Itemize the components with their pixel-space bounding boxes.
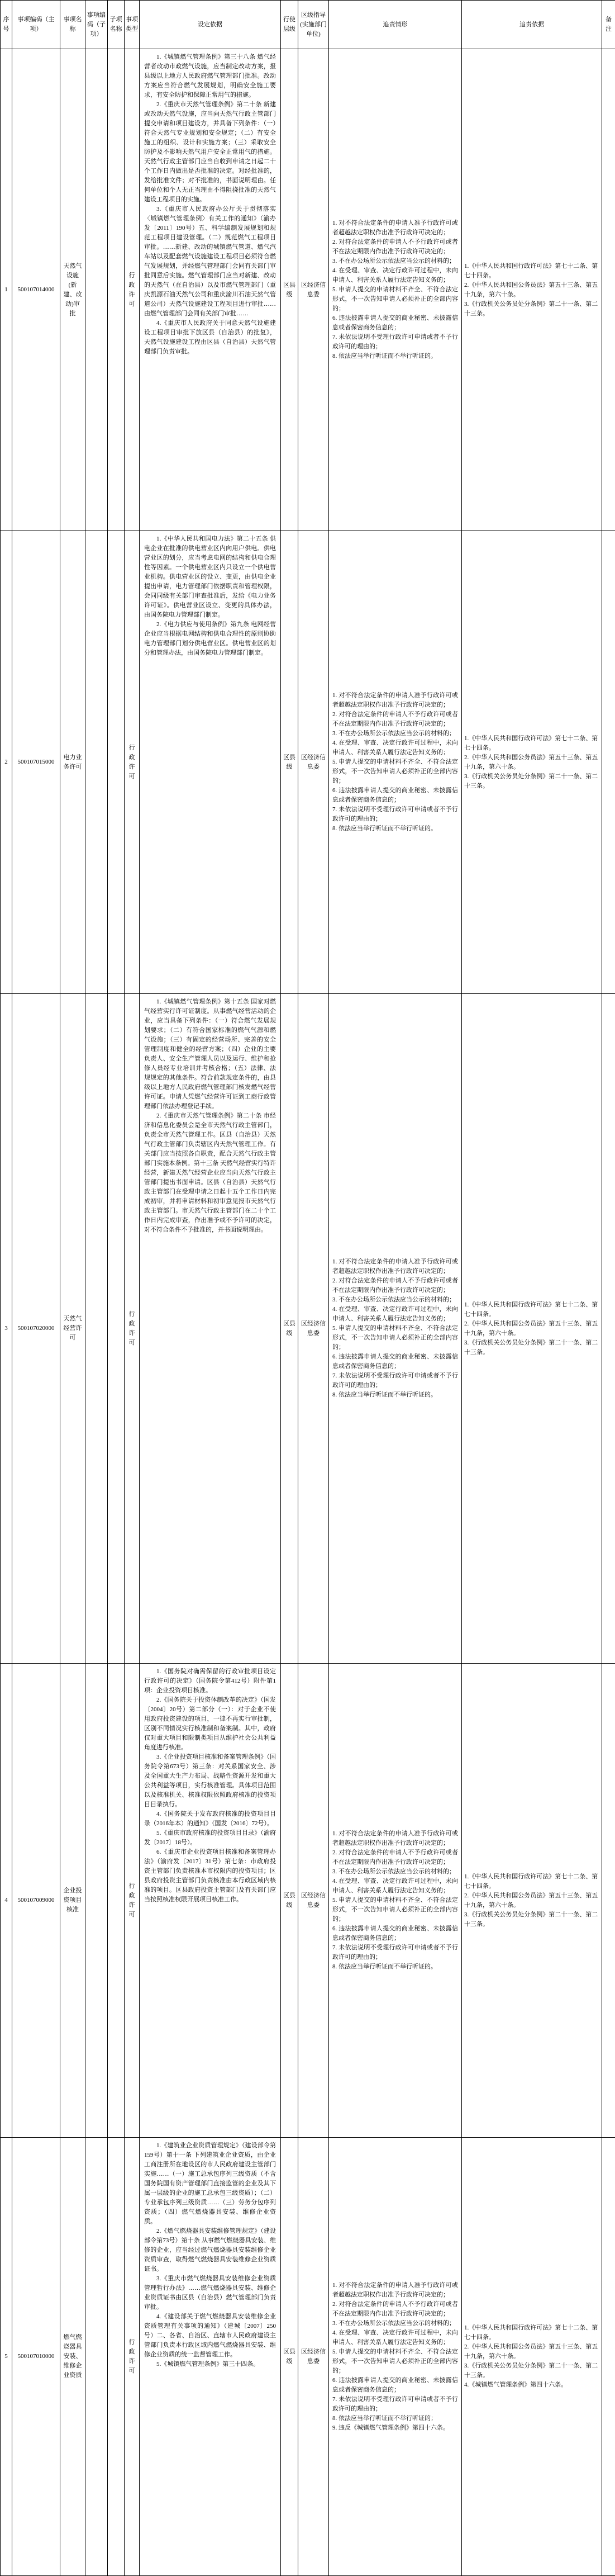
- cell-circumstances-paragraph: 3. 不在办公场所公示依法应当公示的材料的；: [332, 729, 458, 738]
- header-code: 事项编码（主项）: [12, 1, 60, 49]
- cell-name: 天然气设施(新建、改动)审批: [60, 49, 85, 531]
- cell-accountability-paragraph: 1.《中华人民共和国行政许可法》第七十二条、第七十四条。: [464, 2323, 599, 2342]
- cell-accountability-paragraph: 2.《中华人民共和国公务员法》第五十三条、第五十九条，第六十条。: [464, 281, 599, 300]
- cell-level: 区县级: [281, 994, 298, 1664]
- cell-circumstances-paragraph: 6. 违法披露申请人提交的商业秘密、未披露信息或者保密商务信息的；: [332, 1924, 458, 1943]
- cell-circumstances-paragraph: 7. 未依法说明不受理行政许可申请或者不予行政许可的理由的；: [332, 1943, 458, 1962]
- cell-remark: [602, 994, 615, 1664]
- cell-accountability-paragraph: 3.《行政机关公务员处分条例》第二十一条、第二十三条。: [464, 300, 599, 319]
- cell-circumstances-paragraph: 4. 在受理、审查、决定行政许可过程中，未向申请人、利害关系人履行法定告知义务的；: [332, 738, 458, 757]
- cell-code: 500107010000: [12, 2138, 60, 2576]
- cell-sub-code: [85, 1664, 108, 2138]
- cell-basis-paragraph: 2.《重庆市天然气管理条例》第二十条 市经济和信息化委员会是全市天然气行政主管部门，负责全市天然气管理工作。区县（自治县）天然气行政主管部门负责辖区内天然气管理工作。有关部门应当按照各自职责，配合天然气行政主管部门实施本条例。第十三条 天然气经营实行特许经营，新建天然气经营企业应当向天然气行政主管部门提出书面申请。区县（自治县）天然气行政主管部门在受理申请之日起十五个工作日内完成初审，并将申请材料和初审意见报市天然气行政主管部门。市天然气行政主管部门在二十个工作日内完成审查，作出准予或不予许可的决定，对不符合条件不予批准的，并书面说明理由。: [144, 1111, 276, 1235]
- cell-name: 企业投资项目核准: [60, 1664, 85, 2138]
- cell-circumstances-paragraph: 1. 对不符合法定条件的申请人准予行政许可或者超越法定职权作出准予行政许可决定的；: [332, 1829, 458, 1848]
- cell-sub-name: [108, 994, 125, 1664]
- cell-circumstances-paragraph: 4. 在受理、审查、决定行政许可过程中，未向申请人、利害关系人履行法定告知义务的；: [332, 266, 458, 285]
- cell-accountability-paragraph: 2.《中华人民共和国公务员法》第五十三条、第五十九条，第六十条。: [464, 1891, 599, 1910]
- cell-circumstances-paragraph: 3. 不在办公场所公示依法应当公示的材料的；: [332, 257, 458, 266]
- cell-accountability: [462, 994, 602, 1664]
- cell-name: 天然气经营许可: [60, 994, 85, 1664]
- cell-circumstances-paragraph: 1. 对不符合法定条件的申请人准予行政许可或者超越法定职权作出准予行政许可决定的；: [332, 1257, 458, 1276]
- cell-basis-paragraph: 1.《建筑业企业资质管理规定》（建设部令第159号）第十一条 下列建筑业企业资质，由企业工商注册所在地设区的市人民政府建设主管部门实施……（一）施工总承包序列三级资质（不含国务院国有资产管理部门直接监管的企业及其下属一层级的企业的施工总承包三级资质）；（二）专业承包序列三级资质……（三）劳务分包序列资质；（四）燃气燃烧器具安装、维修企业资质。: [144, 2141, 276, 2227]
- cell-circumstances-paragraph: 2. 对符合法定条件的申请人不予行政许可或者不在法定期限内作出准予行政许可决定的；: [332, 1848, 458, 1867]
- cell-code: 500107009000: [12, 1664, 60, 2138]
- cell-basis-paragraph: 3.《企业投资项目核准和备案管理条例》（国务院令第673号）第三条：对关系国家安全、涉及全国重大生产力布局、战略性资源开发和重大公共利益等项目，实行核准管理。具体项目范围以及核准机关、核准权限依照政府核准的投资项目目录执行。: [144, 1753, 276, 1810]
- cell-basis-paragraph: 4.《重庆市人民政府关于同意天然气设施建设工程项目审批下放区县（自治县）的批复》，天然气设施建设工程由区县（自治县）天然气管理部门负责审批。: [144, 319, 276, 357]
- cell-circumstances-paragraph: 4. 在受理、审查、决定行政许可过程中，未向申请人、利害关系人履行法定告知义务的；: [332, 1877, 458, 1896]
- cell-seq: 1: [1, 49, 12, 531]
- cell-basis-paragraph: 5.《重庆市政府核准的投资项目目录》（渝府发〔2017〕18号）。: [144, 1829, 276, 1848]
- header-dept: 区级指导(实施部门单位): [298, 1, 329, 49]
- cell-circumstances-paragraph: 3. 不在办公场所公示依法应当公示的材料的；: [332, 2319, 458, 2328]
- cell-circumstances-paragraph: 3. 不在办公场所公示依法应当公示的材料的；: [332, 1867, 458, 1877]
- header-level: 行使层级: [281, 1, 298, 49]
- cell-circumstances-paragraph: 2. 对符合法定条件的申请人不予行政许可或者不在法定期限内作出准予行政许可决定的；: [332, 1276, 458, 1295]
- cell-sub-name: [108, 49, 125, 531]
- cell-circumstances-paragraph: 1. 对不符合法定条件的申请人准予行政许可或者超越法定职权作出准予行政许可决定的；: [332, 691, 458, 710]
- header-circumstances: 追责情形: [329, 1, 462, 49]
- cell-circumstances-paragraph: 7. 未依法说明不受理行政许可申请或者不予行政许可的理由的；: [332, 1371, 458, 1390]
- cell-circumstances-paragraph: 6. 违法披露申请人提交的商业秘密、未披露信息或者保密商务信息的；: [332, 1352, 458, 1371]
- cell-accountability-paragraph: 1.《中华人民共和国行政许可法》第七十二条、第七十四条。: [464, 262, 599, 281]
- header-remark: 备注: [602, 1, 615, 49]
- header-row: [1, 1, 615, 49]
- header-basis: 设定依据: [140, 1, 281, 49]
- cell-basis-paragraph: 2.《燃气燃烧器具安装维修管理规定》（建设部令第73号）第十条 从事燃气燃烧器具安装、维修的企业，应当经过燃气燃烧器具安装维修企业资质审查，取得燃气燃烧器具安装维修企业资质证书。: [144, 2227, 276, 2274]
- cell-basis-paragraph: 3.《重庆市人民政府办公厅关于贯彻落实〈城镇燃气管理条例〉有关工作的通知》（渝办发〔2011〕190号）五、科学编制发展规划和规范工程项目建设管理。（二）规范燃气工程项目审批。……新建、改动的城镇燃气管道、燃气汽车站以及配套燃气设施建设工程项目必须符合燃气发展规划，并经燃气管理部门会同有关部门审批同意后实施。燃气管理部门应当对新建、改动的天然气（在自治县）以及市燃气管理部门（重庆凯源石油天然气公司和重庆渝川石油天然气管道公司）天然气设施建设工程项目进行审批……由燃气管理部门会同有关部门审批……: [144, 205, 276, 319]
- cell-accountability-paragraph: 1.《中华人民共和国行政许可法》第七十二条、第七十四条。: [464, 1300, 599, 1319]
- cell-basis: [140, 531, 281, 994]
- cell-remark: [602, 49, 615, 531]
- cell-circumstances-paragraph: 7. 未依法说明不受理行政许可申请或者不予行政许可的理由的；: [332, 2395, 458, 2414]
- cell-circumstances-paragraph: 7. 未依法说明不受理行政许可申请或者不予行政许可的理由的；: [332, 333, 458, 352]
- cell-circumstances-paragraph: 4. 在受理、审查、决定行政许可过程中，未向申请人、利害关系人履行法定告知义务的；: [332, 1305, 458, 1324]
- cell-circumstances: [329, 2138, 462, 2576]
- cell-circumstances-paragraph: 6. 违法披露申请人提交的商业秘密、未披露信息或者保密商务信息的；: [332, 786, 458, 805]
- cell-circumstances: [329, 49, 462, 531]
- cell-type: 行政许可: [125, 531, 140, 994]
- cell-basis-paragraph: 4.《建设部关于燃气燃烧器具安装维修企业资质管理有关事项的通知》（建城〔2007〕250号）二、各省、自治区、直辖市人民政府建设主管部门负责本行政区域内燃气燃烧器具安装、维修企业资质的统一监督管理工作。: [144, 2312, 276, 2360]
- cell-circumstances-paragraph: 8. 依法应当举行听证而不举行听证的。: [332, 824, 458, 834]
- cell-dept: 区经济信息委: [298, 1664, 329, 2138]
- cell-circumstances-paragraph: 3. 不在办公场所公示依法应当公示的材料的；: [332, 1295, 458, 1305]
- cell-circumstances-paragraph: 8. 依法应当举行听证而不举行听证的。: [332, 1390, 458, 1400]
- cell-accountability: [462, 49, 602, 531]
- cell-accountability: [462, 531, 602, 994]
- cell-circumstances-paragraph: 2. 对符合法定条件的申请人不予行政许可或者不在法定期限内作出准予行政许可决定的；: [332, 710, 458, 729]
- cell-accountability-paragraph: 4.《城镇燃气管理条例》第四十六条。: [464, 2380, 599, 2390]
- cell-circumstances-paragraph: 1. 对不符合法定条件的申请人准予行政许可或者超越法定职权作出准予行政许可决定的；: [332, 219, 458, 238]
- table-row: [1, 994, 615, 1664]
- header-accountability: 追责依据: [462, 1, 602, 49]
- cell-name: 电力业务许可: [60, 531, 85, 994]
- cell-level: 区县级: [281, 49, 298, 531]
- cell-sub-name: [108, 2138, 125, 2576]
- cell-accountability: [462, 1664, 602, 2138]
- cell-dept: 区经济信息委: [298, 2138, 329, 2576]
- cell-accountability-paragraph: 3.《行政机关公务员处分条例》第二十一条、第二十三条。: [464, 1338, 599, 1357]
- cell-basis-paragraph: 2.《国务院关于投资体制改革的决定》（国发〔2004〕20号）第二部分（一）：对于企业不使用政府投资建设的项目，一律不再实行审批制，区别不同情况实行核准制和备案制。其中，政府仅对重大项目和限制类项目从维护社会公共利益角度进行核准。: [144, 1696, 276, 1753]
- cell-basis-paragraph: 1.《城镇燃气管理条例》第十五条 国家对燃气经营实行许可证制度。从事燃气经营活动的企业，应当具备下列条件：（一）符合燃气发展规划要求；（二）有符合国家标准的燃气气源和燃气设施；（三）有固定的经营场所、完善的安全管理制度和健全的经营方案；（四）企业的主要负责人、安全生产管理人员以及运行、维护和抢修人员经专业培训并考核合格；（五）法律、法规规定的其他条件。符合前款规定条件的，由县级以上地方人民政府燃气管理部门核发燃气经营许可证。申请人凭燃气经营许可证到工商行政管理部门依法办理登记手续。: [144, 997, 276, 1111]
- cell-circumstances-paragraph: 8. 依法应当举行听证而不举行听证的；: [332, 2414, 458, 2423]
- cell-seq: 2: [1, 531, 12, 994]
- cell-sub-code: [85, 994, 108, 1664]
- cell-basis: [140, 2138, 281, 2576]
- cell-circumstances-paragraph: 5. 申请人提交的申请材料不齐全、不符合法定形式，不一次告知申请人必须补正的全部内容的；: [332, 2347, 458, 2376]
- cell-remark: [602, 1664, 615, 2138]
- cell-basis: [140, 1664, 281, 2138]
- header-name: 事项名称: [60, 1, 85, 49]
- cell-accountability-paragraph: 2.《中华人民共和国公务员法》第五十三条、第五十九条，第六十条。: [464, 753, 599, 772]
- table-row: [1, 49, 615, 531]
- cell-basis-paragraph: 1.《国务院对确需保留的行政审批项目设定行政许可的决定》（国务院令第412号）附件第1项：企业投资项目核准。: [144, 1667, 276, 1696]
- cell-level: 区县级: [281, 2138, 298, 2576]
- cell-basis-paragraph: 6.《重庆市企业投资项目核准和备案管理办法》（渝府发〔2017〕31号）第七条：市政府投资主管部门负责核准本市权限内的投资项目；区县政府投资主管部门负责核准由本行政区域内核准的项目。区县政府投资主管部门及有关部门应当按照核准权限开展项目核准工作。: [144, 1848, 276, 1905]
- cell-seq: 3: [1, 994, 12, 1664]
- cell-accountability-paragraph: 1.《中华人民共和国行政许可法》第七十二条、第七十四条。: [464, 734, 599, 753]
- cell-dept: 区经济信息委: [298, 49, 329, 531]
- cell-dept: 区经济信息委: [298, 531, 329, 994]
- cell-code: 500107014000: [12, 49, 60, 531]
- header-sub-name: 子项名称: [108, 1, 125, 49]
- cell-circumstances-paragraph: 7. 未依法说明不受理行政许可申请或者不予行政许可的理由的；: [332, 805, 458, 824]
- cell-seq: 5: [1, 2138, 12, 2576]
- cell-basis-paragraph: 5.《城镇燃气管理条例》第三十四条。: [144, 2360, 276, 2369]
- cell-code: 500107015000: [12, 531, 60, 994]
- cell-remark: [602, 531, 615, 994]
- cell-accountability-paragraph: 2.《中华人民共和国公务员法》第五十三条、第五十九条，第六十条。: [464, 1319, 599, 1338]
- cell-sub-code: [85, 2138, 108, 2576]
- cell-level: 区县级: [281, 1664, 298, 2138]
- cell-circumstances-paragraph: 5. 申请人提交的申请材料不齐全、不符合法定形式，不一次告知申请人必须补正的全部内容的；: [332, 1896, 458, 1924]
- cell-circumstances-paragraph: 4. 在受理、审查、决定行政许可过程中，未向申请人、利害关系人履行法定告知义务的；: [332, 2328, 458, 2347]
- cell-basis-paragraph: 1.《城镇燃气管理条例》第三十八条 燃气经营者改动市政燃气设施，应当制定改动方案，报县级以上地方人民政府燃气管理部门批准。改动方案应当符合燃气发展规划，明确安全施工要求，有安全防护和保障正常用气的措施。: [144, 53, 276, 100]
- cell-circumstances-paragraph: 1. 对不符合法定条件的申请人准予行政许可或者超越法定职权作出准予行政许可决定的；: [332, 2281, 458, 2300]
- cell-accountability-paragraph: 2.《中华人民共和国公务员法》第五十三条、第五十九条，第六十条。: [464, 2342, 599, 2361]
- cell-level: 区县级: [281, 531, 298, 994]
- cell-type: 行政许可: [125, 1664, 140, 2138]
- cell-accountability-paragraph: 3.《行政机关公务员处分条例》第二十一条、第二十三条。: [464, 772, 599, 791]
- cell-circumstances-paragraph: 8. 依法应当举行听证而不举行听证的。: [332, 1962, 458, 1972]
- cell-basis-paragraph: 1.《中华人民共和国电力法》第二十五条 供电企业在批准的供电营业区内向用户供电。供电营业区的划分，应当考虑电网的结构和供电合理性等因素。一个供电营业区内只设立一个供电营业机构。供电营业区的设立、变更，由供电企业提出申请，电力管理部门依据职责和管理权限，会同同级有关部门审查批准后，发给《电力业务许可证》。供电营业区设立、变更的具体办法，由国务院电力管理部门制定。: [144, 534, 276, 620]
- cell-accountability-paragraph: 3.《行政机关公务员处分条例》第二十一条、第二十三条。: [464, 2361, 599, 2380]
- cell-basis-paragraph: 2.《重庆市天然气管理条例》第二十条 新建或改动天然气设施，应当向天然气行政主管部门提交申请和项目建设方，并具备下列条件：（一）符合天然气专业规划和安全规定；（二）有安全施工的组织、设计和实施方案；（三）采取安全防护及不影响天然气用户安全正常用气的措施。天然气行政主管部门应当自收到申请之日起二十个工作日内做出是否批准的决定。对经批准的，发给批准文件；对不批准的，书面说明理由。任何单位和个人无正当理由不得阻挠批准的天然气建设工程项目的实施。: [144, 100, 276, 205]
- cell-accountability: [462, 2138, 602, 2576]
- cell-circumstances-paragraph: 5. 申请人提交的申请材料不齐全、不符合法定形式，不一次告知申请人必须补正的全部内容的；: [332, 757, 458, 786]
- cell-basis-paragraph: 2.《电力供应与使用条例》第九条 电网经营企业应当根据电网结构和供电合理性的原则协助电力管理部门划分供电营业区。供电营业区的划分和管理办法，由国务院电力管理部门制定。: [144, 620, 276, 658]
- cell-circumstances-paragraph: 5. 申请人提交的申请材料不齐全、不符合法定形式，不一次告知申请人必须补正的全部内容的；: [332, 285, 458, 314]
- cell-code: 500107020000: [12, 994, 60, 1664]
- cell-circumstances-paragraph: 6. 违法披露申请人提交的商业秘密、未披露信息或者保密商务信息的；: [332, 314, 458, 333]
- cell-sub-code: [85, 531, 108, 994]
- cell-circumstances: [329, 994, 462, 1664]
- cell-circumstances-paragraph: 9. 违反《城镇燃气管理条例》第四十六条。: [332, 2423, 458, 2433]
- cell-remark: [602, 2138, 615, 2576]
- header-sub-code: 事项编码（子项）: [85, 1, 108, 49]
- cell-circumstances-paragraph: 5. 申请人提交的申请材料不齐全、不符合法定形式，不一次告知申请人必须补正的全部内容的；: [332, 1324, 458, 1352]
- cell-basis-paragraph: 3.《重庆市燃气燃烧器具安装维修企业资质管理暂行办法》……燃气燃烧器具安装、维修企业资质证书由区县（自治县）燃气管理部门负责审批。: [144, 2274, 276, 2312]
- cell-name: 燃气燃烧器具安装、维修企业资质: [60, 2138, 85, 2576]
- cell-circumstances-paragraph: 8. 依法应当举行听证而不举行听证的。: [332, 352, 458, 361]
- header-type: 事项类型: [125, 1, 140, 49]
- header-seq: 序号: [1, 1, 12, 49]
- table-row: [1, 531, 615, 994]
- cell-basis: [140, 994, 281, 1664]
- table-row: [1, 2138, 615, 2576]
- cell-basis: [140, 49, 281, 531]
- table-row: [1, 1664, 615, 2138]
- cell-accountability-paragraph: 1.《中华人民共和国行政许可法》第七十二条、第七十四条。: [464, 1872, 599, 1891]
- cell-circumstances-paragraph: 2. 对符合法定条件的申请人不予行政许可或者不在法定期限内作出准予行政许可决定的；: [332, 238, 458, 257]
- cell-type: 行政许可: [125, 2138, 140, 2576]
- cell-circumstances: [329, 1664, 462, 2138]
- cell-sub-code: [85, 49, 108, 531]
- cell-dept: 区经济信息委: [298, 994, 329, 1664]
- cell-circumstances-paragraph: 6. 违法披露申请人提交的商业秘密、未披露信息或者保密商务信息的；: [332, 2376, 458, 2395]
- cell-circumstances-paragraph: 2. 对符合法定条件的申请人不予行政许可或者不在法定期限内作出准予行政许可决定的；: [332, 2300, 458, 2319]
- cell-type: 行政许可: [125, 994, 140, 1664]
- cell-basis-paragraph: 4.《国务院关于发布政府核准的投资项目目录（2016年本）的通知》（国发〔2016〕72号）。: [144, 1810, 276, 1829]
- cell-circumstances: [329, 531, 462, 994]
- cell-accountability-paragraph: 3.《行政机关公务员处分条例》第二十一条、第二十三条。: [464, 1910, 599, 1929]
- cell-type: 行政许可: [125, 49, 140, 531]
- cell-sub-name: [108, 1664, 125, 2138]
- cell-sub-name: [108, 531, 125, 994]
- cell-seq: 4: [1, 1664, 12, 2138]
